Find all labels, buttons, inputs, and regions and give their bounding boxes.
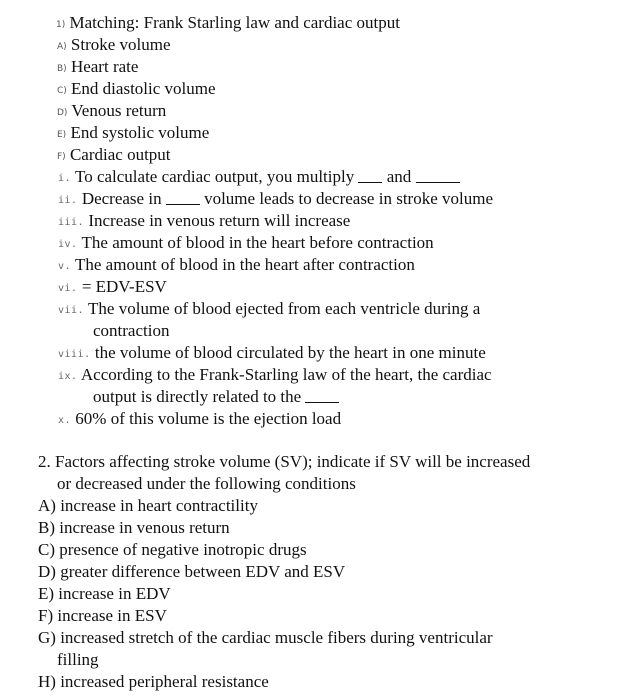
option-text: End diastolic volume	[71, 79, 216, 98]
statement-text: output is directly related to the	[93, 387, 302, 406]
q2-item: D) greater difference between EDV and ESV	[38, 562, 346, 581]
option-marker: C)	[57, 86, 67, 96]
statement-marker: ii.	[58, 195, 78, 206]
q1-number: 1)	[56, 20, 66, 30]
q2-item: C) presence of negative inotropic drugs	[38, 540, 307, 559]
answer-blank[interactable]	[416, 167, 460, 183]
q2-title: 2. Factors affecting stroke volume (SV); indicate if SV will be increased	[38, 452, 531, 471]
option-row	[57, 56, 138, 80]
q2-item: F) increase in ESV	[38, 606, 167, 625]
statement-text: The amount of blood in the heart after contraction	[75, 255, 415, 274]
q2-title-cont: or decreased under the following conditions	[57, 474, 356, 493]
statement-text: Decrease in	[81, 189, 162, 208]
q2-item-cont: filling	[57, 650, 99, 669]
statement-text: and	[386, 167, 412, 186]
statement-marker: i.	[58, 173, 72, 184]
option-text: End systolic volume	[70, 123, 210, 142]
statement-text: contraction	[93, 321, 170, 340]
statement-row-iii	[58, 210, 350, 233]
q2-item: H) increased peripheral resistance	[38, 672, 269, 691]
q2-item: A) increase in heart contractility	[38, 496, 258, 515]
statement-text: 60% of this volume is the ejection load	[75, 409, 342, 428]
statement-text: According to the Frank-Starling law of the heart, the cardiac	[80, 365, 492, 384]
option-marker: F)	[57, 152, 66, 162]
statement-row-iv	[58, 232, 434, 255]
statement-text: The amount of blood in the heart before contraction	[81, 233, 434, 252]
statement-row-ix	[58, 364, 492, 387]
q2-item: E) increase in EDV	[38, 584, 171, 603]
statement-row-ix-cont	[93, 386, 339, 407]
option-row	[57, 144, 171, 168]
statement-row-i	[58, 166, 460, 189]
statement-row-vii	[58, 298, 480, 321]
option-row	[57, 34, 171, 58]
q1-title: Matching: Frank Starling law and cardiac output	[69, 13, 400, 32]
option-marker: B)	[57, 64, 67, 74]
statement-row-v	[58, 254, 415, 277]
statement-marker: ix.	[58, 371, 78, 382]
option-row	[57, 78, 216, 102]
statement-row-vii-cont	[93, 320, 169, 341]
statement-marker: iii.	[58, 217, 85, 228]
statement-text: the volume of blood circulated by the heart in one minute	[94, 343, 486, 362]
answer-blank[interactable]	[166, 189, 200, 205]
option-text: Stroke volume	[70, 35, 171, 54]
statement-marker: viii.	[58, 349, 91, 360]
statement-marker: vi.	[58, 283, 78, 294]
statement-marker: vii.	[58, 305, 85, 316]
option-marker: D)	[57, 108, 68, 118]
statement-text: volume leads to decrease in stroke volume	[204, 189, 493, 208]
statement-text: The volume of blood ejected from each ventricle during a	[88, 299, 481, 318]
statement-row-vi	[58, 276, 167, 299]
option-text: Cardiac output	[69, 145, 171, 164]
statement-row-ii	[58, 188, 493, 211]
option-text: Venous return	[71, 101, 167, 120]
statement-row-x	[58, 408, 341, 431]
option-text: Heart rate	[70, 57, 139, 76]
answer-blank[interactable]	[305, 387, 339, 403]
q1-title-row	[56, 12, 400, 36]
statement-marker: iv.	[58, 239, 78, 250]
q2-item: G) increased stretch of the cardiac muscle fibers during ventricular	[38, 628, 493, 647]
option-marker: E)	[57, 130, 67, 140]
option-row	[57, 100, 166, 124]
statement-text: Increase in venous return will increase	[88, 211, 351, 230]
option-marker: A)	[57, 42, 67, 52]
option-row	[57, 122, 209, 146]
statement-marker: v.	[58, 261, 72, 272]
statement-marker: x.	[58, 415, 72, 426]
statement-text: To calculate cardiac output, you multiply	[75, 167, 355, 186]
q2-item: B) increase in venous return	[38, 518, 230, 537]
statement-text: = EDV-ESV	[81, 277, 167, 296]
statement-row-viii	[58, 342, 486, 365]
answer-blank[interactable]	[358, 167, 382, 183]
